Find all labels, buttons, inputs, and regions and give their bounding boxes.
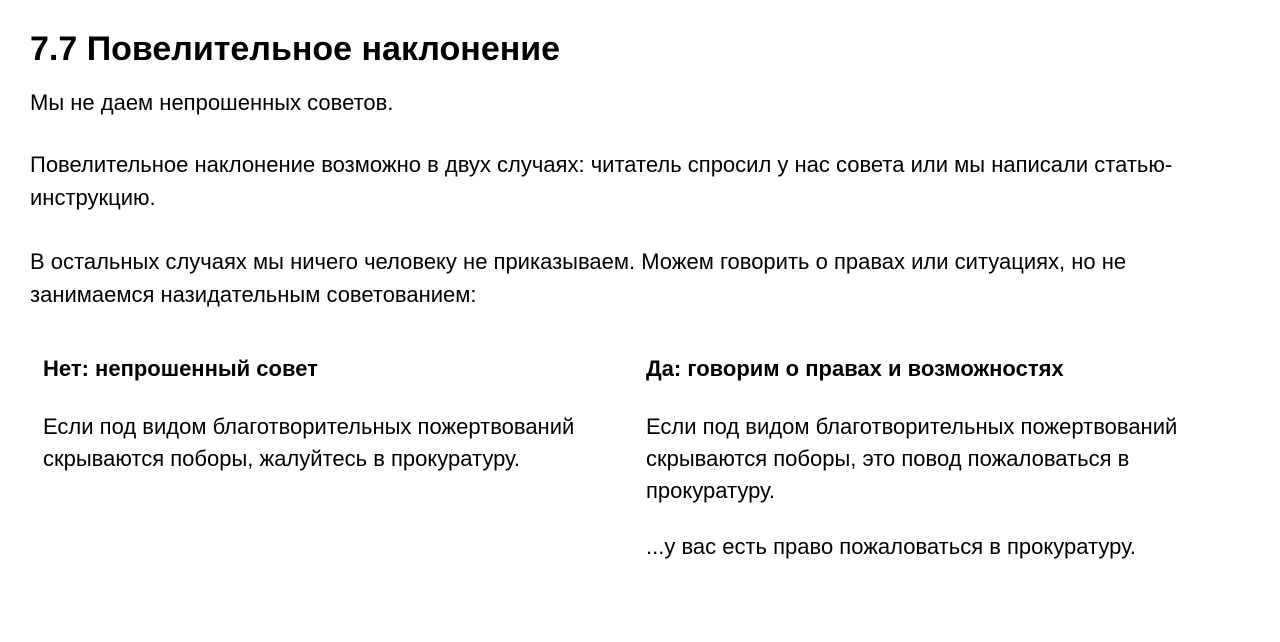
example-no-column (43, 352, 623, 475)
example-no-heading: Нет: непрошенный совет (43, 356, 318, 381)
example-yes-heading: Да: говорим о правах и возможностях (646, 356, 1064, 381)
section-title: 7.7 Повелительное наклонение (30, 30, 561, 68)
example-no-text: Если под видом благотворительных пожертвований скрываются поборы, жалуйтесь в прокуратуру. (43, 414, 575, 471)
intro-paragraph: Мы не даем непрошенных советов. (30, 90, 394, 115)
example-yes-alternative: ...у вас есть право пожаловаться в прокуратуру. (646, 534, 1136, 559)
imperative-cases-paragraph: Повелительное наклонение возможно в двух случаях: читатель спросил у нас совета или мы написали статью-инструкцию. (30, 152, 1173, 210)
example-yes-text: Если под видом благотворительных пожертвований скрываются поборы, это повод пожаловаться в прокуратуру. (646, 414, 1178, 503)
other-cases-paragraph: В остальных случаях мы ничего человеку не приказываем. Можем говорить о правах или ситуациях, но не занимаемся назидательным советованием: (30, 249, 1127, 307)
example-yes-column (646, 352, 1226, 563)
